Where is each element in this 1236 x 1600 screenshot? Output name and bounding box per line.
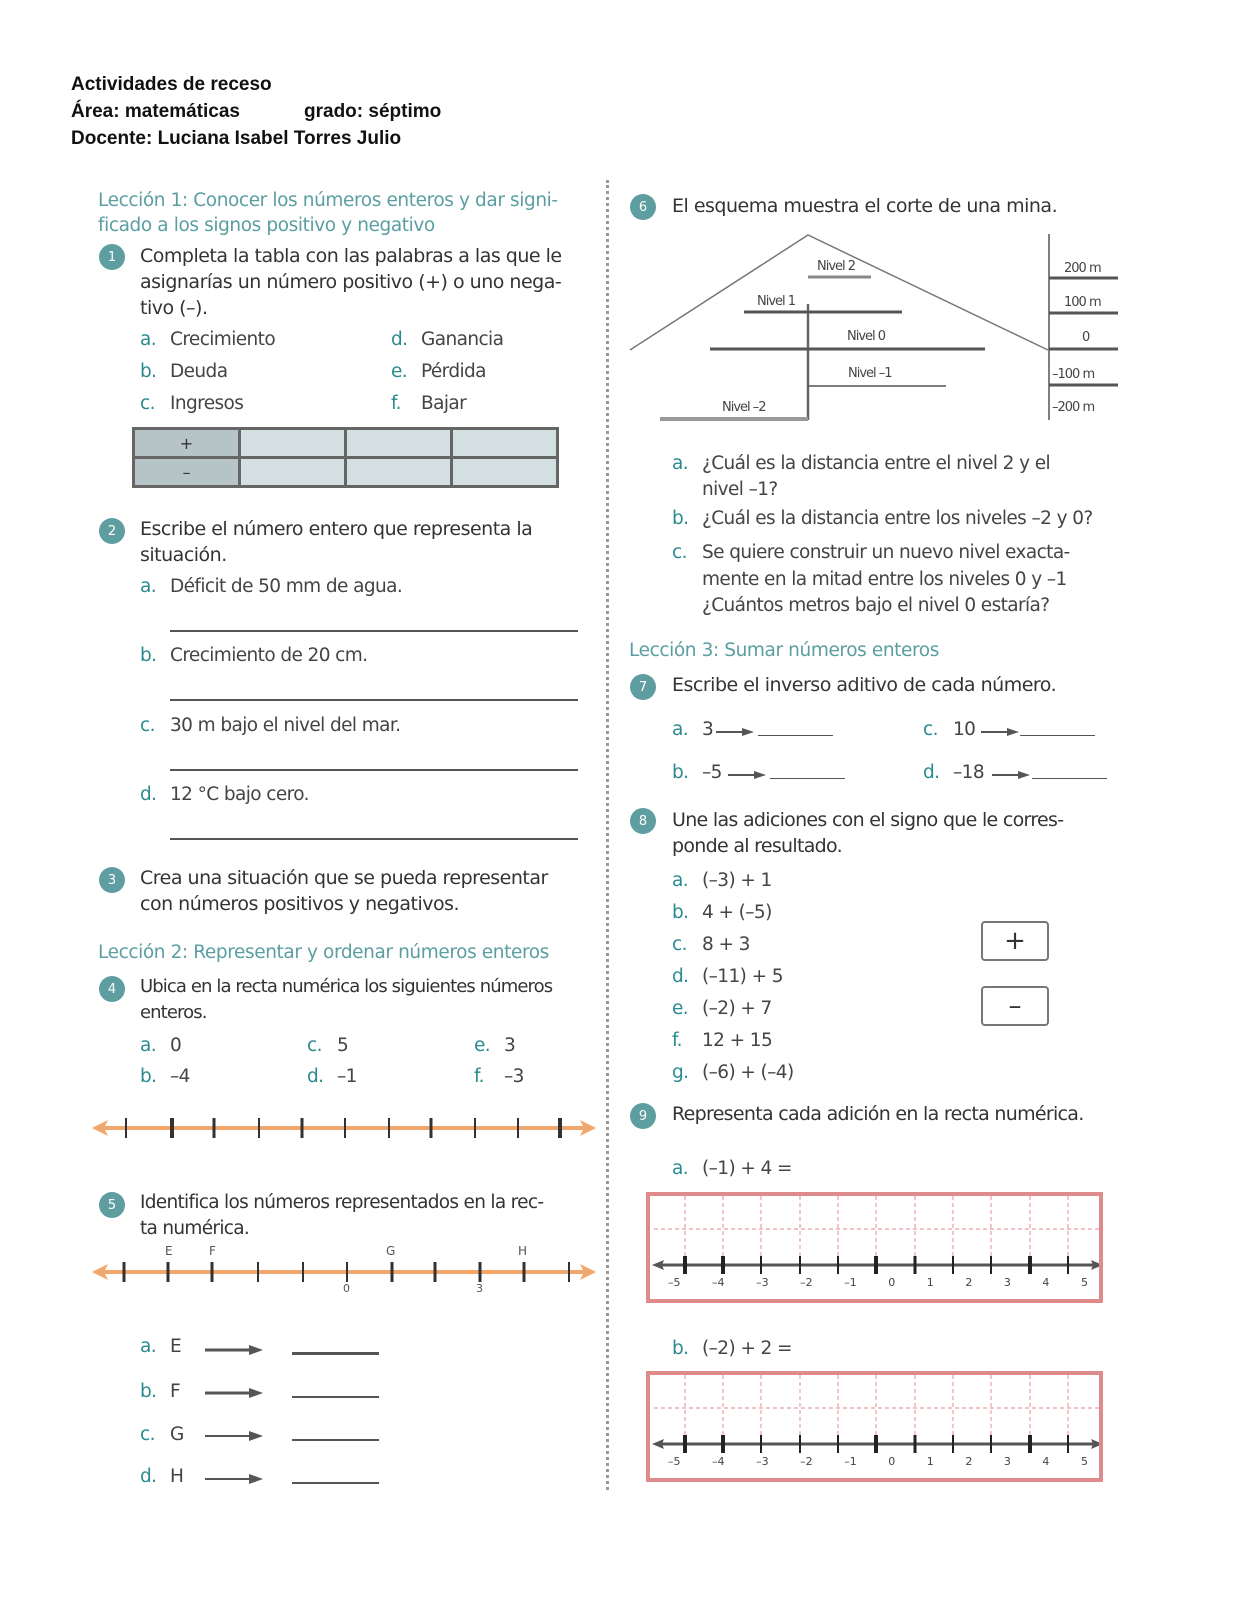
item-label: e.	[391, 361, 408, 382]
question-3-text	[140, 865, 548, 917]
table-cell[interactable]	[346, 429, 452, 458]
answer-line-2a[interactable]	[170, 630, 578, 632]
item-label: d.	[391, 329, 408, 350]
q4-item-e	[474, 1034, 515, 1058]
q8-item-d	[672, 961, 794, 993]
q1-line1: Completa la tabla con las palabras a las que le	[140, 245, 562, 267]
q5-line1: Identifica los números representados en la rec-	[140, 1192, 544, 1213]
item-label: d.	[307, 1066, 324, 1087]
q5-item-c	[140, 1423, 184, 1447]
tick-label: –5	[668, 1276, 681, 1289]
scale-label-200: 200 m	[1064, 261, 1101, 276]
point-label-e: E	[165, 1244, 173, 1258]
q8-item-b	[672, 897, 794, 929]
item-label: a.	[140, 1035, 157, 1056]
tick-labels-a	[668, 1276, 1088, 1289]
question-badge-6: 6	[630, 194, 656, 220]
q5-item-d	[140, 1465, 183, 1489]
item-text: 10	[953, 719, 976, 740]
header-title: Actividades de receso	[71, 74, 272, 95]
tick-labels-b	[668, 1455, 1088, 1468]
q4-item-f	[474, 1065, 524, 1089]
question-badge-1: 1	[99, 244, 125, 270]
q2-item-c	[140, 714, 400, 738]
item-text: –3	[504, 1066, 524, 1087]
question-7-text: Escribe el inverso aditivo de cada número.	[672, 674, 1057, 696]
tick-label-3: 3	[476, 1282, 483, 1295]
item-text: 5	[337, 1035, 349, 1056]
q1-item-a	[140, 328, 275, 352]
item-label: c.	[307, 1035, 322, 1056]
item-label: e.	[672, 998, 689, 1019]
item-label: c.	[140, 1424, 155, 1445]
answer-line-2c[interactable]	[170, 769, 578, 771]
q2-item-a	[140, 575, 402, 599]
item-text: H	[170, 1466, 184, 1487]
item-text: (–3) + 1	[702, 870, 772, 891]
header-area: Área: matemáticas	[71, 101, 240, 122]
table-cell[interactable]	[452, 458, 558, 487]
question-8-text	[672, 807, 1063, 859]
item-label: c.	[672, 542, 687, 563]
number-line-grid-a[interactable]	[646, 1192, 1103, 1303]
scale-label-minus100: –100 m	[1052, 367, 1095, 382]
item-text: 3	[702, 719, 714, 740]
item-text: (–2) + 7	[702, 998, 772, 1019]
q5-line2: ta numérica.	[140, 1218, 250, 1239]
item-text: Crecimiento	[170, 329, 276, 350]
table-header-minus: –	[134, 458, 240, 487]
q7-item-b	[672, 761, 722, 785]
item-text: –18	[953, 762, 984, 783]
item-label: c.	[923, 719, 938, 740]
scale-label-100: 100 m	[1064, 295, 1101, 310]
item-text: Ganancia	[421, 329, 504, 350]
q9-item-a	[672, 1157, 792, 1181]
item-label: a.	[140, 1336, 157, 1357]
item-text: nivel –1?	[702, 479, 778, 500]
level-label-minus2: Nivel –2	[722, 400, 766, 415]
q1-line2: asignarías un número positivo (+) o uno nega-	[140, 271, 562, 293]
answer-line-7a[interactable]	[758, 735, 833, 736]
item-text: 30 m bajo el nivel del mar.	[170, 715, 401, 736]
tick-label: 0	[888, 1455, 896, 1468]
answer-line-5d[interactable]	[292, 1482, 379, 1484]
item-text: 4 + (–5)	[702, 902, 772, 923]
question-4-text	[140, 974, 552, 1026]
item-label: e.	[474, 1035, 491, 1056]
answer-line-2d[interactable]	[170, 838, 578, 840]
point-label-h: H	[518, 1244, 528, 1258]
table-cell[interactable]	[452, 429, 558, 458]
item-text: (–6) + (–4)	[702, 1062, 794, 1083]
answer-line-5b[interactable]	[292, 1396, 379, 1398]
q6-item-c	[672, 540, 1070, 620]
item-text: (–2) + 2 =	[702, 1338, 792, 1359]
level-label-1: Nivel 1	[757, 294, 796, 309]
item-label: f.	[672, 1030, 682, 1051]
q1-item-e	[391, 360, 486, 384]
tick-label: 4	[1042, 1455, 1050, 1468]
q2-line1: Escribe el número entero que representa la	[140, 518, 533, 540]
point-label-g: G	[386, 1244, 396, 1258]
scale-label-0: 0	[1082, 330, 1091, 345]
q4-line1: Ubica en la recta numérica los siguientes números	[140, 976, 553, 997]
item-label: a.	[672, 1158, 689, 1179]
column-divider	[606, 180, 609, 1490]
q8-item-f	[672, 1025, 794, 1057]
item-label: b.	[140, 1381, 157, 1402]
item-label: f.	[474, 1066, 484, 1087]
item-label: d.	[923, 762, 940, 783]
item-label: b.	[140, 361, 157, 382]
question-1-text	[140, 243, 562, 321]
tick-label: –3	[756, 1276, 769, 1289]
q3-line1: Crea una situación que se pueda representar	[140, 867, 548, 889]
item-text: Bajar	[421, 393, 467, 414]
table-row-negative	[134, 458, 558, 487]
item-text: ¿Cuál es la distancia entre el nivel 2 y el	[702, 453, 1051, 474]
answer-line-5c[interactable]	[292, 1439, 379, 1441]
level-label-minus1: Nivel –1	[848, 366, 892, 381]
tick-label: –2	[800, 1276, 813, 1289]
q4-line2: enteros.	[140, 1002, 207, 1023]
q8-item-e	[672, 993, 794, 1025]
point-label-f: F	[209, 1244, 216, 1258]
answer-line-5a[interactable]	[292, 1352, 379, 1355]
lesson-1-title-line2: ficado a los signos positivo y negativo	[98, 215, 435, 236]
item-text: E	[170, 1336, 182, 1357]
item-text: (–1) + 4 =	[702, 1158, 792, 1179]
lesson-2-title: Lección 2: Representar y ordenar números enteros	[98, 942, 549, 963]
item-label: d.	[672, 966, 689, 987]
question-badge-2: 2	[99, 518, 125, 544]
sign-table	[132, 427, 559, 488]
question-5-text	[140, 1190, 543, 1242]
number-line-grid-b[interactable]	[646, 1371, 1103, 1482]
item-label: f.	[391, 393, 401, 414]
header-grado: grado: séptimo	[304, 101, 442, 122]
item-text: –5	[702, 762, 722, 783]
item-label: g.	[672, 1062, 689, 1083]
item-text: 8 + 3	[702, 934, 750, 955]
tick-label: 2	[965, 1276, 973, 1289]
tick-label: 3	[1003, 1455, 1011, 1468]
lesson-3-title: Lección 3: Sumar números enteros	[629, 640, 939, 661]
tick-label: 2	[965, 1455, 973, 1468]
tick-label-0: 0	[343, 1282, 350, 1295]
q1-item-b	[140, 360, 227, 384]
item-label: c.	[140, 715, 155, 736]
q1-item-c	[140, 392, 243, 416]
plus-sign-box[interactable]: +	[981, 921, 1049, 961]
item-text: ¿Cuántos metros bajo el nivel 0 estaría?	[702, 595, 1050, 616]
answer-line-2b[interactable]	[170, 699, 578, 701]
item-label: b.	[672, 508, 689, 529]
tick-label: 0	[888, 1276, 896, 1289]
item-label: d.	[140, 784, 157, 805]
item-text: F	[170, 1381, 181, 1402]
q4-item-c	[307, 1034, 348, 1058]
item-text: Deuda	[170, 361, 228, 382]
q3-line2: con números positivos y negativos.	[140, 893, 460, 915]
q7-item-a	[672, 718, 713, 742]
item-text: ¿Cuál es la distancia entre los niveles –2 y 0?	[702, 508, 1093, 529]
item-label: c.	[140, 393, 155, 414]
item-label: b.	[672, 902, 689, 923]
item-label: d.	[140, 1466, 157, 1487]
answer-line-7d[interactable]	[1032, 778, 1107, 779]
q8-item-a	[672, 865, 794, 897]
question-badge-5: 5	[99, 1192, 125, 1218]
table-cell[interactable]	[240, 458, 346, 487]
q1-item-f	[391, 392, 466, 416]
question-2-text	[140, 516, 532, 568]
q1-item-d	[391, 328, 503, 352]
item-text: Se quiere construir un nuevo nivel exacta-	[702, 542, 1070, 563]
item-text: mente en la mitad entre los niveles 0 y –1	[702, 568, 1067, 590]
table-cell[interactable]	[346, 458, 452, 487]
q8-item-list	[672, 865, 794, 1089]
q6-item-b	[672, 507, 1093, 531]
item-label: a.	[140, 576, 157, 597]
lesson-1-title-line1: Lección 1: Conocer los números enteros y dar signi-	[98, 190, 558, 211]
q8-item-g	[672, 1057, 794, 1089]
tick-label: –5	[668, 1455, 681, 1468]
table-row-positive	[134, 429, 558, 458]
q8-line2: ponde al resultado.	[672, 835, 842, 857]
minus-sign-box[interactable]: –	[981, 986, 1049, 1026]
item-text: G	[170, 1424, 184, 1445]
question-badge-8: 8	[630, 808, 656, 834]
tick-label: –2	[800, 1455, 813, 1468]
q8-line1: Une las adiciones con el signo que le corres-	[672, 809, 1064, 831]
item-text: 0	[170, 1035, 182, 1056]
arrow-icons-q5	[205, 1342, 265, 1486]
mine-diagram	[628, 232, 1120, 424]
item-text: 3	[504, 1035, 516, 1056]
lesson-1-title	[98, 188, 558, 238]
question-badge-3: 3	[99, 867, 125, 893]
q2-item-b	[140, 644, 367, 668]
answer-line-7c[interactable]	[1020, 735, 1095, 736]
question-badge-7: 7	[630, 674, 656, 700]
item-label: a.	[672, 453, 689, 474]
q4-item-d	[307, 1065, 357, 1089]
tick-label: –3	[756, 1455, 769, 1468]
item-label: b.	[672, 762, 689, 783]
number-line-q4[interactable]	[92, 1112, 596, 1144]
arrow-icons-q7	[716, 724, 1096, 784]
q4-item-b	[140, 1065, 190, 1089]
item-text: Déficit de 50 mm de agua.	[170, 576, 403, 597]
item-text: (–11) + 5	[702, 966, 783, 987]
item-label: a.	[672, 870, 689, 891]
item-label: b.	[672, 1338, 689, 1359]
tick-label: 5	[1080, 1455, 1088, 1468]
header-docente: Docente: Luciana Isabel Torres Julio	[71, 128, 402, 149]
item-text: 12 °C bajo cero.	[170, 784, 309, 805]
item-label: c.	[672, 934, 687, 955]
item-text: Pérdida	[421, 361, 486, 382]
tick-label: –4	[712, 1455, 725, 1468]
q8-item-c	[672, 929, 794, 961]
item-text: –1	[337, 1066, 357, 1087]
tick-label: 5	[1080, 1276, 1088, 1289]
scale-label-minus200: –200 m	[1052, 400, 1095, 415]
tick-label: 1	[926, 1455, 934, 1468]
item-text: 12 + 15	[702, 1030, 773, 1051]
q1-line3: tivo (–).	[140, 297, 208, 319]
tick-label: –1	[844, 1276, 857, 1289]
q5-item-a	[140, 1335, 181, 1359]
item-label: b.	[140, 645, 157, 666]
item-label: a.	[672, 719, 689, 740]
q2-item-d	[140, 783, 309, 807]
level-label-2: Nivel 2	[817, 259, 856, 274]
q4-item-a	[140, 1034, 181, 1058]
item-text: –4	[170, 1066, 190, 1087]
item-label: a.	[140, 329, 157, 350]
q5-item-b	[140, 1380, 180, 1404]
table-cell[interactable]	[240, 429, 346, 458]
item-label: b.	[140, 1066, 157, 1087]
tick-label: 4	[1042, 1276, 1050, 1289]
question-badge-4: 4	[99, 976, 125, 1002]
answer-line-7b[interactable]	[770, 778, 845, 779]
tick-label: 1	[926, 1276, 934, 1289]
tick-label: –1	[844, 1455, 857, 1468]
q9-item-b	[672, 1337, 792, 1361]
question-badge-9: 9	[630, 1103, 656, 1129]
question-9-text: Representa cada adición en la recta numérica.	[672, 1103, 1084, 1125]
q6-item-a	[672, 451, 1050, 503]
tick-label: –4	[712, 1276, 725, 1289]
table-header-plus: +	[134, 429, 240, 458]
level-label-0: Nivel 0	[847, 329, 886, 344]
tick-label: 3	[1003, 1276, 1011, 1289]
item-text: Crecimiento de 20 cm.	[170, 645, 368, 666]
item-text: Ingresos	[170, 393, 244, 414]
question-6-text: El esquema muestra el corte de una mina.	[672, 195, 1058, 217]
q2-line2: situación.	[140, 544, 227, 566]
